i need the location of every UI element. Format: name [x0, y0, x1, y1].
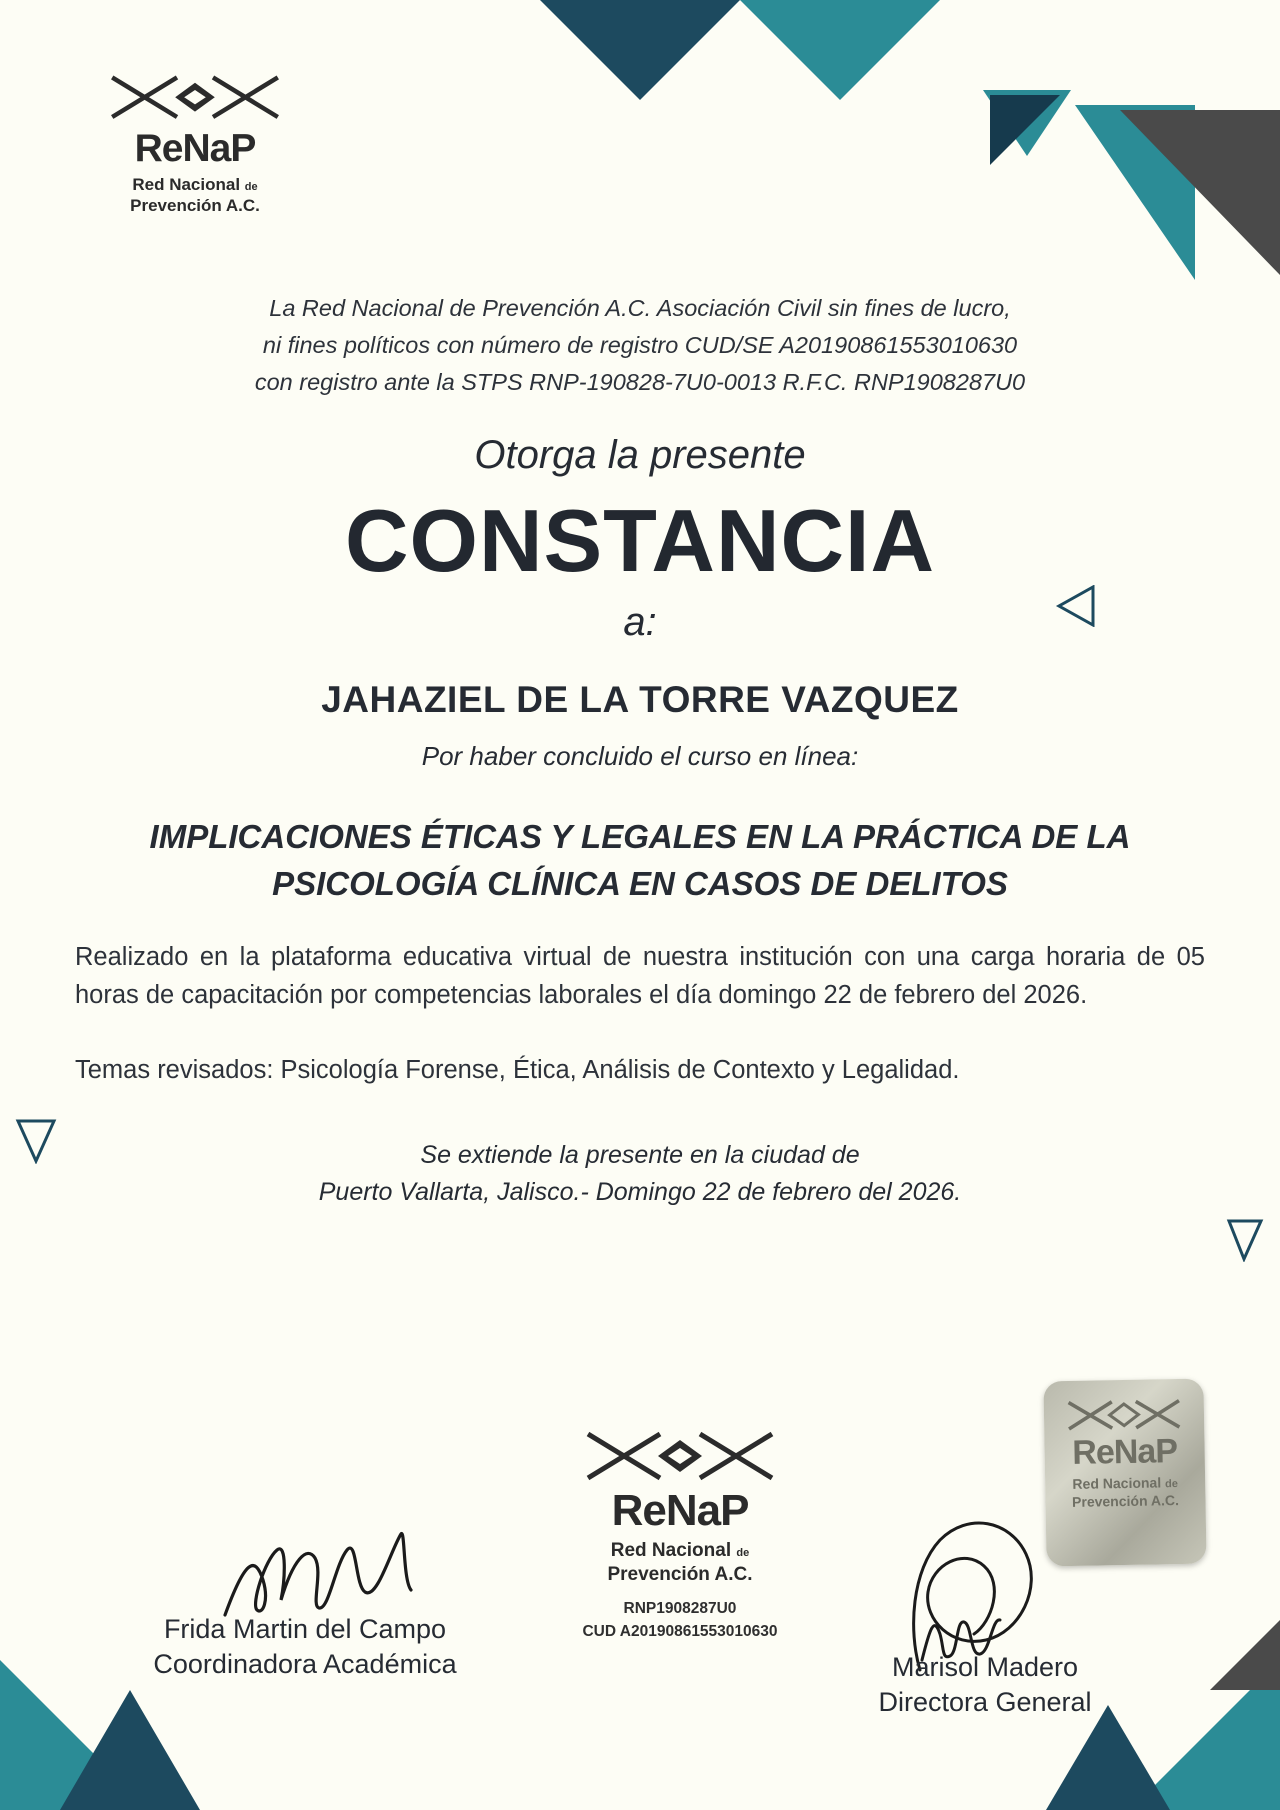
- preamble-line-2: ni fines políticos con número de registro CUD/SE A20190861553010630: [262, 332, 1018, 359]
- details-paragraph-2: Temas revisados: Psicología Forense, Ética, Análisis de Contexto y Legalidad.: [75, 1055, 960, 1084]
- signature-left-role: Coordinadora Académica: [153, 1649, 457, 1680]
- preamble-line-1: La Red Nacional de Prevención A.C. Asociación Civil sin fines de lucro,: [269, 295, 1011, 321]
- signature-right: [795, 1650, 1175, 1720]
- completion-label: Por haber concluido el curso en línea:: [421, 741, 859, 772]
- signature-left-name: Frida Martin del Campo: [163, 1614, 447, 1644]
- rnp-code: RNP1908287U0: [623, 1599, 737, 1617]
- signature-right-role: Directora General: [878, 1687, 1092, 1718]
- seal-logo-name: ReNaP: [1072, 1432, 1178, 1472]
- otorga-label: Otorga la presente: [474, 433, 806, 478]
- logo-name-footer: ReNaP: [611, 1486, 749, 1535]
- cud-code: CUD A20190861553010630: [582, 1622, 778, 1640]
- logo-sub-de: de: [244, 181, 258, 193]
- city-date: [0, 1137, 1280, 1212]
- logo-sub-de-footer: de: [736, 1547, 750, 1559]
- logo-sub-line1: Red Nacional: [132, 175, 241, 194]
- logo-subtitle: [95, 174, 295, 217]
- logo-sub-line2: Prevención A.C.: [130, 196, 260, 216]
- a-label: a:: [623, 600, 657, 645]
- city-line-2: Puerto Vallarta, Jalisco.- Domingo 22 de febrero del 2026.: [318, 1178, 962, 1207]
- logo-name: ReNaP: [134, 127, 256, 170]
- signature-left: [95, 1612, 515, 1682]
- renap-logo-header: [95, 70, 295, 217]
- certificate-title: CONSTANCIA: [344, 491, 936, 591]
- city-line-1: Se extiende la presente en la ciudad de: [420, 1140, 860, 1169]
- course-title: IMPLICACIONES ÉTICAS Y LEGALES EN LA PRÁCTICA DE LA PSICOLOGÍA CLÍNICA EN CASOS DE DELITOS: [149, 818, 1131, 903]
- logo-sub-line1-footer: Red Nacional: [610, 1540, 732, 1561]
- seal-sub-line1: Red Nacional: [1072, 1474, 1162, 1492]
- decorative-triangle-top-navy: [540, 0, 740, 100]
- signature-area: [0, 1500, 1280, 1810]
- decorative-triangle-top-teal: [740, 0, 940, 100]
- seal-sub-line2: Prevención A.C.: [1071, 1491, 1180, 1510]
- logo-sub-line2-footer: Prevención A.C.: [607, 1563, 753, 1585]
- recipient-name: JAHAZIEL DE LA TORRE VAZQUEZ: [321, 679, 959, 721]
- signature-right-name: Marisol Madero: [891, 1652, 1079, 1682]
- decorative-outline-triangle-3: [1225, 1218, 1265, 1262]
- renap-logo-mark-icon: [105, 70, 285, 128]
- certificate-body: [0, 290, 1280, 1212]
- preamble-line-3: con registro ante la STPS RNP-190828-7U0-0013 R.F.C. RNP1908287U0: [254, 369, 1026, 396]
- seal-logo-mark-icon: [1064, 1397, 1185, 1435]
- preamble: [0, 290, 1280, 401]
- seal-sub-de: de: [1164, 1478, 1179, 1491]
- decorative-triangle-navy-right: [990, 95, 1060, 165]
- renap-logo-mark-footer-icon: [580, 1428, 780, 1488]
- details-paragraph-1: Realizado en la plataforma educativa virtual de nuestra institución con una carga horaria de 05 horas de capacitación por competencias laborales el día domingo 22 de febrero del 2026.: [75, 943, 1205, 1010]
- decorative-triangle-grey-right: [1120, 110, 1280, 275]
